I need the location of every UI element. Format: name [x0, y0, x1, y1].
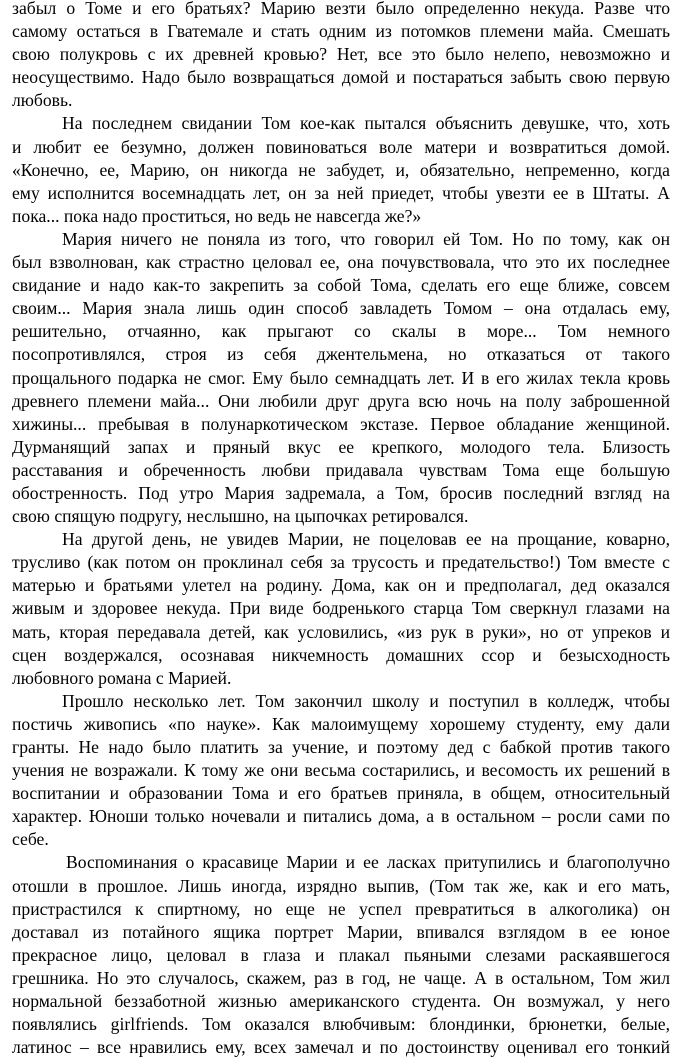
text-line: постичь живопись «по науке». Как малоимущему хорошему студенту, ему дали: [12, 713, 670, 734]
text-line: прощального подарка не смог. Ему было семнадцать лет. И в его жилах текла кровь: [12, 367, 670, 388]
text-line: свою спящую подругу, неслышно, на цыпочках ретировался.: [12, 506, 469, 527]
text-line: матерью и братьями улетел на родину. Дома, как он и предполагал, дед оказался: [12, 575, 670, 596]
text-line: Прошло несколько лет. Том закончил школу и поступил в колледж, чтобы: [62, 690, 670, 711]
text-line: был взволнован, как страстно целовал ее, она почувствовала, что это их последнее: [12, 252, 670, 273]
text-line: своим... Мария знала лишь один способ завладеть Томом – она отдалась ему,: [12, 298, 670, 319]
text-line: Дурманящий запах и пряный вкус ее крепкого, молодого тела. Близость: [12, 436, 670, 457]
text-line: посопротивлялся, строя из себя джентельмена, но отказаться от такого: [12, 344, 670, 365]
text-line: живым и здоровее некуда. При виде бодренького старца Том сверкнул глазами на: [12, 598, 670, 619]
text-line: сцен воздержался, осознавая никчемность домашних ссор и безысходность: [12, 644, 670, 665]
text-line: пока... пока надо проститься, но ведь не навсегда же?»: [12, 205, 422, 226]
text-line: характер. Юноши только ночевали и питались дома, а в остальном – росли сами по: [12, 806, 670, 827]
text-line: и любит ее безумно, должен повиноваться воле матери и возвратиться домой.: [12, 136, 670, 157]
text-line: латинос – все нравились ему, всех замечал и по достоинству оценивал его тонкий: [12, 1037, 670, 1058]
text-line: решительно, отчаянно, как прыгают со скалы в море... Том немного: [12, 321, 670, 342]
text-line: самому остаться в Гватемале и стать одним из потомков племени майа. Смешать: [12, 21, 670, 42]
text-line: На другой день, не увидев Марии, не поцеловав ее на прощание, коварно,: [62, 529, 670, 550]
text-line: свою полукровь с их древней кровью? Нет, все это было нелепо, невозможно и: [12, 44, 670, 65]
text-line: трусливо (как потом он проклинал себя за трусость и предательство!) Том вместе с: [12, 552, 670, 573]
text-line: свидание и надо как-то закрепить за собой Тома, сделать его еще ближе, совсем: [12, 275, 670, 296]
text-line: прекрасное лицо, целовал в глаза и плакал пьяными слезами раскаявшегося: [12, 944, 670, 965]
text-line: воспитании и образовании Тома и его братьев приняла, в общем, относительный: [12, 783, 670, 804]
text-line: нормальной беззаботной жизнью американского студента. Он возмужал, у него: [12, 991, 670, 1012]
text-line: учения не возражали. К тому же они весьма состарились, и весомость их решений в: [12, 760, 670, 781]
text-line: доставал из потайного ящика портрет Марии, впивался взглядом в ее юное: [12, 921, 670, 942]
text-line: На последнем свидании Том кое-как пытался объяснить девушке, что, хоть: [62, 113, 670, 134]
text-line: себе.: [12, 829, 49, 850]
text-line: забыл о Томе и его братьях? Марию везти было определенно некуда. Разве что: [12, 0, 670, 18]
text-line: ему исполнится восемнадцать лет, он за ней приедет, чтобы увезти ее в Штаты. А: [12, 182, 670, 203]
text-line: гранты. Не надо было платить за учение, и поэтому дед с бабкой против такого: [12, 737, 670, 757]
text-line: любовь.: [12, 90, 73, 111]
text-line: обостренность. Под утро Мария задремала, а Том, бросив последний взгляд на: [12, 482, 670, 503]
text-line: «Конечно, ее, Марию, он никогда не забудет, и, обязательно, непременно, когда: [12, 159, 670, 180]
text-line: древнего племени майа... Они любили друг друга всю ночь на полу заброшенной: [12, 390, 670, 411]
text-line: любовного романа с Марией.: [12, 667, 232, 688]
text-line: хижины... пребывая в полунаркотическом экстазе. Первое обладание женщиной.: [12, 413, 670, 434]
text-line: грешника. Но это случалось, скажем, раз в год, не чаще. А в остальном, Том жил: [12, 967, 670, 988]
text-line: расставания и обреченность любви придавала чувствам Тома еще большую: [12, 459, 670, 480]
text-line: появлялись girlfriends. Том оказался влюбчивым: блондинки, брюнетки, белые,: [12, 1014, 670, 1035]
text-line: отошли в прошлое. Лишь иногда, изрядно выпив, (Том так же, как и его мать,: [12, 875, 670, 896]
text-line: Мария ничего не поняла из того, что говорил ей Том. Но по тому, как он: [62, 228, 670, 249]
text-line: пристрастился к спиртному, но еще не успел превратиться в алкоголика) он: [12, 898, 670, 919]
text-line: мать, ктоpая передавала детей, как условились, «из рук в руки», но от упреков и: [12, 621, 670, 642]
text-line: Воспоминания о красавице Марии и ее ласках притупились и благополучно: [66, 852, 670, 873]
text-line: неосуществимо. Надо было возвращаться домой и постараться забыть свою первую: [12, 67, 670, 88]
